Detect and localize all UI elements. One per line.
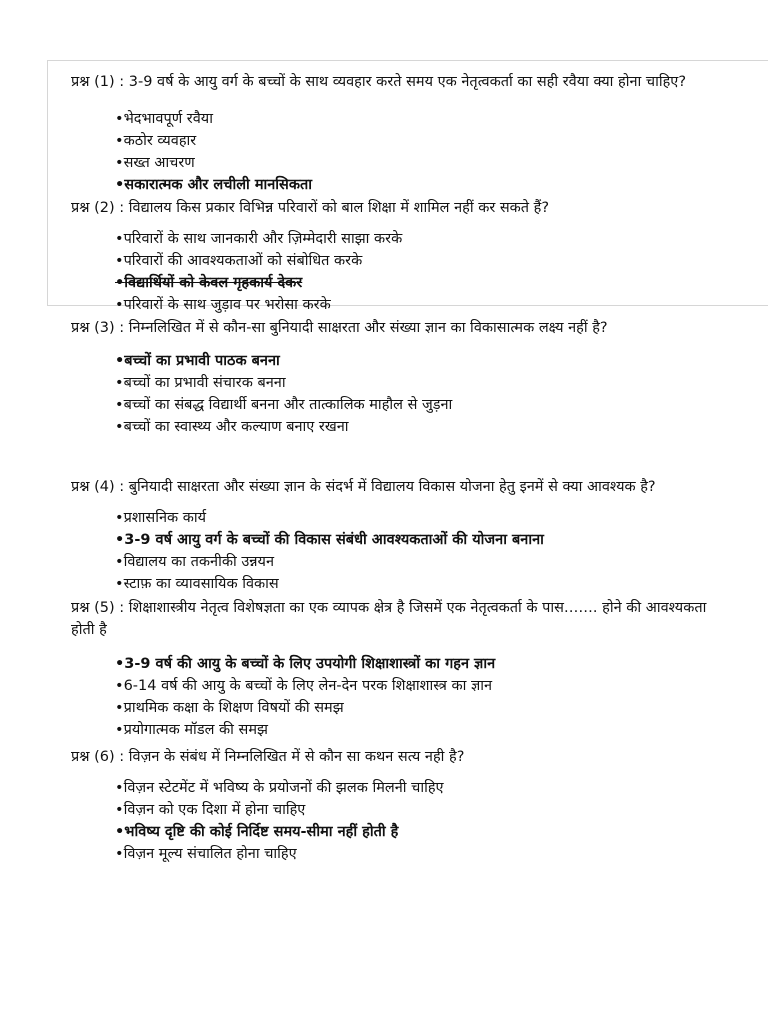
option: • परिवारों की आवश्यकताओं को संबोधित करके (115, 250, 711, 272)
option: • कठोर व्यवहार (115, 130, 711, 152)
question-text: प्रश्न (5) : शिक्षाशास्त्रीय नेतृत्व विशेषज्ञता का एक व्यापक क्षेत्र है जिसमें एक नेतृत्वकर्ता के पास……. होने की आवश्यकता होती है (71, 600, 707, 638)
option: • विज़न मूल्य संचालित होना चाहिए (115, 843, 711, 865)
option: • प्रयोगात्मक मॉडल की समझ (115, 719, 711, 741)
option: • भेदभावपूर्ण रवैया (115, 108, 711, 130)
question-text: प्रश्न (1) : 3-9 वर्ष के आयु वर्ग के बच्चों के साथ व्यवहार करते समय एक नेतृत्वकर्ता का सही रवैया क्या होना चाहिए? (71, 74, 687, 90)
option: • परिवारों के साथ जानकारी और ज़िम्मेदारी साझा करके (115, 228, 711, 250)
options-list (71, 228, 711, 316)
question-text: प्रश्न (4) : बुनियादी साक्षरता और संख्या ज्ञान के संदर्भ में विद्यालय विकास योजना हेतु इनमें से क्या आवश्यक है? (71, 479, 656, 495)
question-list (71, 71, 711, 865)
options-list (71, 777, 711, 865)
option: • प्रशासनिक कार्य (115, 507, 711, 529)
option: • 6-14 वर्ष की आयु के बच्चों के लिए लेन-देन परक शिक्षाशास्त्र का ज्ञान (115, 675, 711, 697)
option: • परिवारों के साथ जुड़ाव पर भरोसा करके (115, 294, 711, 316)
question-text: प्रश्न (6) : विज़न के संबंध में निम्नलिखित में से कौन सा कथन सत्य नही है? (71, 749, 465, 765)
options-list (71, 507, 711, 595)
answer-option: • बच्चों का प्रभावी पाठक बनना (115, 350, 711, 372)
options-list (71, 108, 711, 196)
option: • विद्यालय का तकनीकी उन्नयन (115, 551, 711, 573)
option: • सख्त आचरण (115, 152, 711, 174)
question-text: प्रश्न (3) : निम्नलिखित में से कौन-सा बुनियादी साक्षरता और संख्या ज्ञान का विकासात्मक लक्ष्य नहीं है? (71, 320, 608, 336)
answer-option: • 3-9 वर्ष की आयु के बच्चों के लिए उपयोगी शिक्षाशास्त्रों का गहन ज्ञान (115, 653, 711, 675)
option: • विज़न स्टेटमेंट में भविष्य के प्रयोजनों की झलक मिलनी चाहिए (115, 777, 711, 799)
option: • विज़न को एक दिशा में होना चाहिए (115, 799, 711, 821)
option: • प्राथमिक कक्षा के शिक्षण विषयों की समझ (115, 697, 711, 719)
option: • बच्चों का प्रभावी संचारक बनना (115, 372, 711, 394)
option: • बच्चों का स्वास्थ्य और कल्याण बनाए रखना (115, 416, 711, 438)
question-text: प्रश्न (2) : विद्यालय किस प्रकार विभिन्न परिवारों को बाल शिक्षा में शामिल नहीं कर सकते हैं? (71, 200, 550, 216)
answer-option: • सकारात्मक और लचीली मानसिकता (115, 174, 711, 196)
answer-option: • 3-9 वर्ष आयु वर्ग के बच्चों की विकास संबंधी आवश्यकताओं की योजना बनाना (115, 529, 711, 551)
answer-option: • विद्यार्थियों को केवल गृहकार्य देकर (115, 272, 711, 294)
options-list (71, 653, 711, 741)
options-list (71, 350, 711, 438)
option: • स्टाफ़ का व्यावसायिक विकास (115, 573, 711, 595)
option: • बच्चों का संबद्ध विद्यार्थी बनना और तात्कालिक माहौल से जुड़ना (115, 394, 711, 416)
answer-option: • भविष्य दृष्टि की कोई निर्दिष्ट समय-सीमा नहीं होती है (115, 821, 711, 843)
